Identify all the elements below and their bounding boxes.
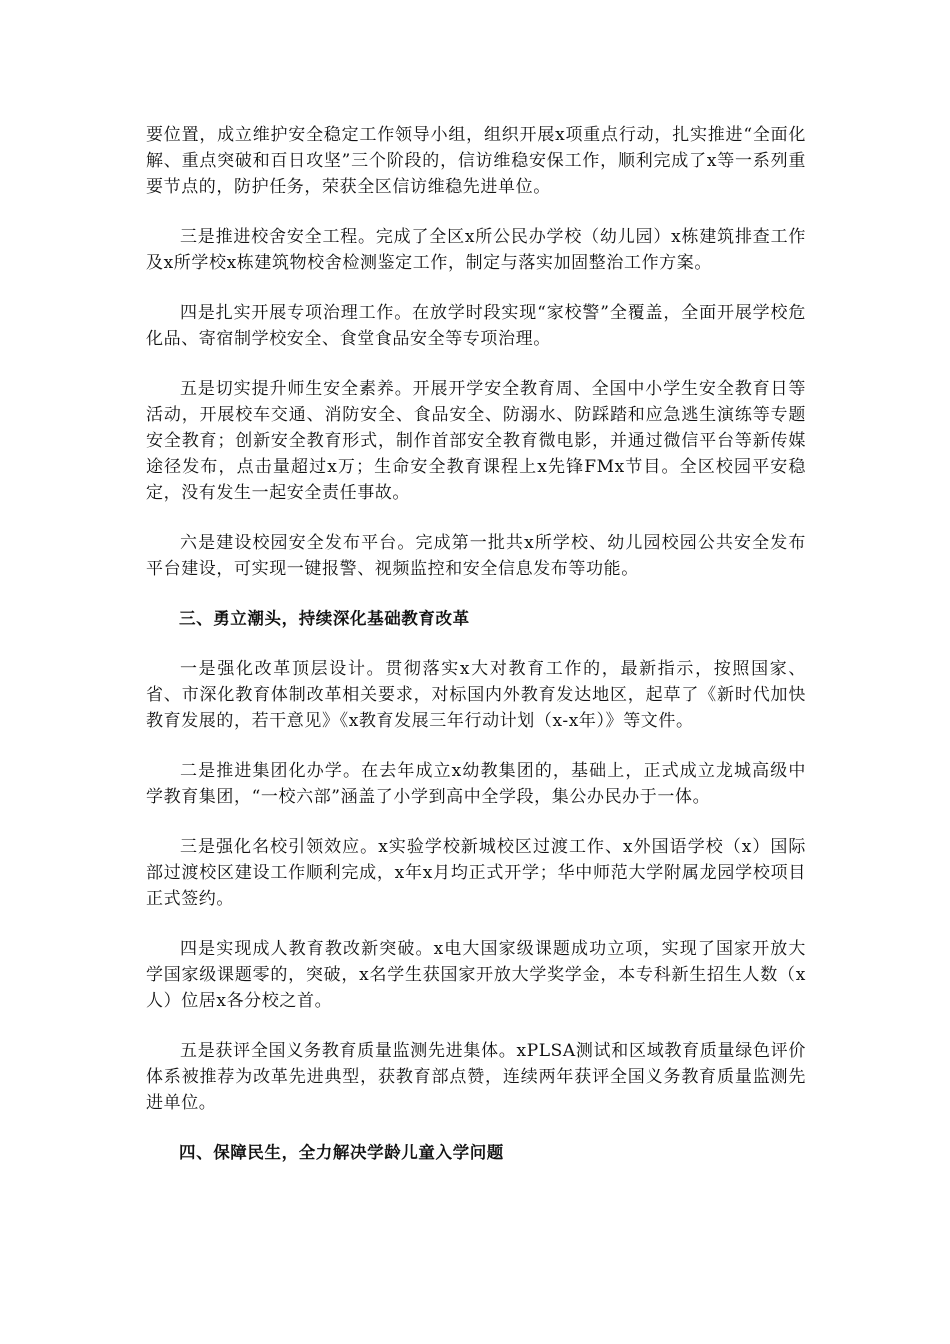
paragraph-adult-education: 四是实现成人教育教改新突破。x电大国家级课题成功立项，实现了国家开放大学国家级课题零的，突破，x名学生获国家开放大学奖学金，本专科新生招生人数（x人）位居x各分校之首。 — [146, 939, 806, 1011]
document-body — [146, 122, 806, 1190]
paragraph-safety-platform: 六是建设校园安全发布平台。完成第一批共x所学校、幼儿园校园公共安全发布平台建设，可实现一键报警、视频监控和安全信息发布等功能。 — [146, 533, 806, 579]
paragraph-famous-schools: 三是强化名校引领效应。x实验学校新城校区过渡工作、x外国语学校（x）国际部过渡校区建设工作顺利完成，x年x月均正式开学；华中师范大学附属龙园学校项目正式签约。 — [146, 837, 806, 909]
paragraph-quality-monitoring: 五是获评全国义务教育质量监测先进集体。xPLSA测试和区域教育质量绿色评价体系被推荐为改革先进典型，获教育部点赞，连续两年获评全国义务教育质量监测先进单位。 — [146, 1041, 806, 1113]
section-heading-livelihood: 四、保障民生，全力解决学龄儿童入学问题 — [179, 1143, 504, 1162]
paragraph-special-governance: 四是扎实开展专项治理工作。在放学时段实现“家校警”全覆盖，全面开展学校危化品、寄宿制学校安全、食堂食品安全等专项治理。 — [146, 303, 806, 349]
paragraph-top-level-design: 一是强化改革顶层设计。贯彻落实x大对教育工作的，最新指示，按照国家、省、市深化教育体制改革相关要求，对标国内外教育发达地区，起草了《新时代加快教育发展的，若干意见》《x教育发展三年行动计划（x-x年）》等文件。 — [146, 659, 806, 731]
section-heading-reform: 三、勇立潮头，持续深化基础教育改革 — [179, 609, 470, 628]
paragraph-school-building-safety: 三是推进校舍安全工程。完成了全区x所公民办学校（幼儿园）x栋建筑排查工作及x所学校x栋建筑物校舍检测鉴定工作，制定与落实加固整治工作方案。 — [146, 227, 806, 273]
paragraph-security-group: 要位置，成立维护安全稳定工作领导小组，组织开展x项重点行动，扎实推进“全面化解、重点突破和百日攻坚”三个阶段的，信访维稳安保工作，顺利完成了x等一系列重要节点的，防护任务，荣获全区信访维稳先进单位。 — [146, 125, 806, 197]
paragraph-group-schooling: 二是推进集团化办学。在去年成立x幼教集团的，基础上，正式成立龙城高级中学教育集团，“一校六部”涵盖了小学到高中全学段，集公办民办于一体。 — [146, 761, 806, 807]
paragraph-safety-literacy: 五是切实提升师生安全素养。开展开学安全教育周、全国中小学生安全教育日等活动，开展校车交通、消防安全、食品安全、防溺水、防踩踏和应急逃生演练等专题安全教育；创新安全教育形式，制作首部安全教育微电影，并通过微信平台等新传媒途径发布，点击量超过x万；生命安全教育课程上x先锋FMx节目。全区校园平安稳定，没有发生一起安全责任事故。 — [146, 379, 806, 503]
